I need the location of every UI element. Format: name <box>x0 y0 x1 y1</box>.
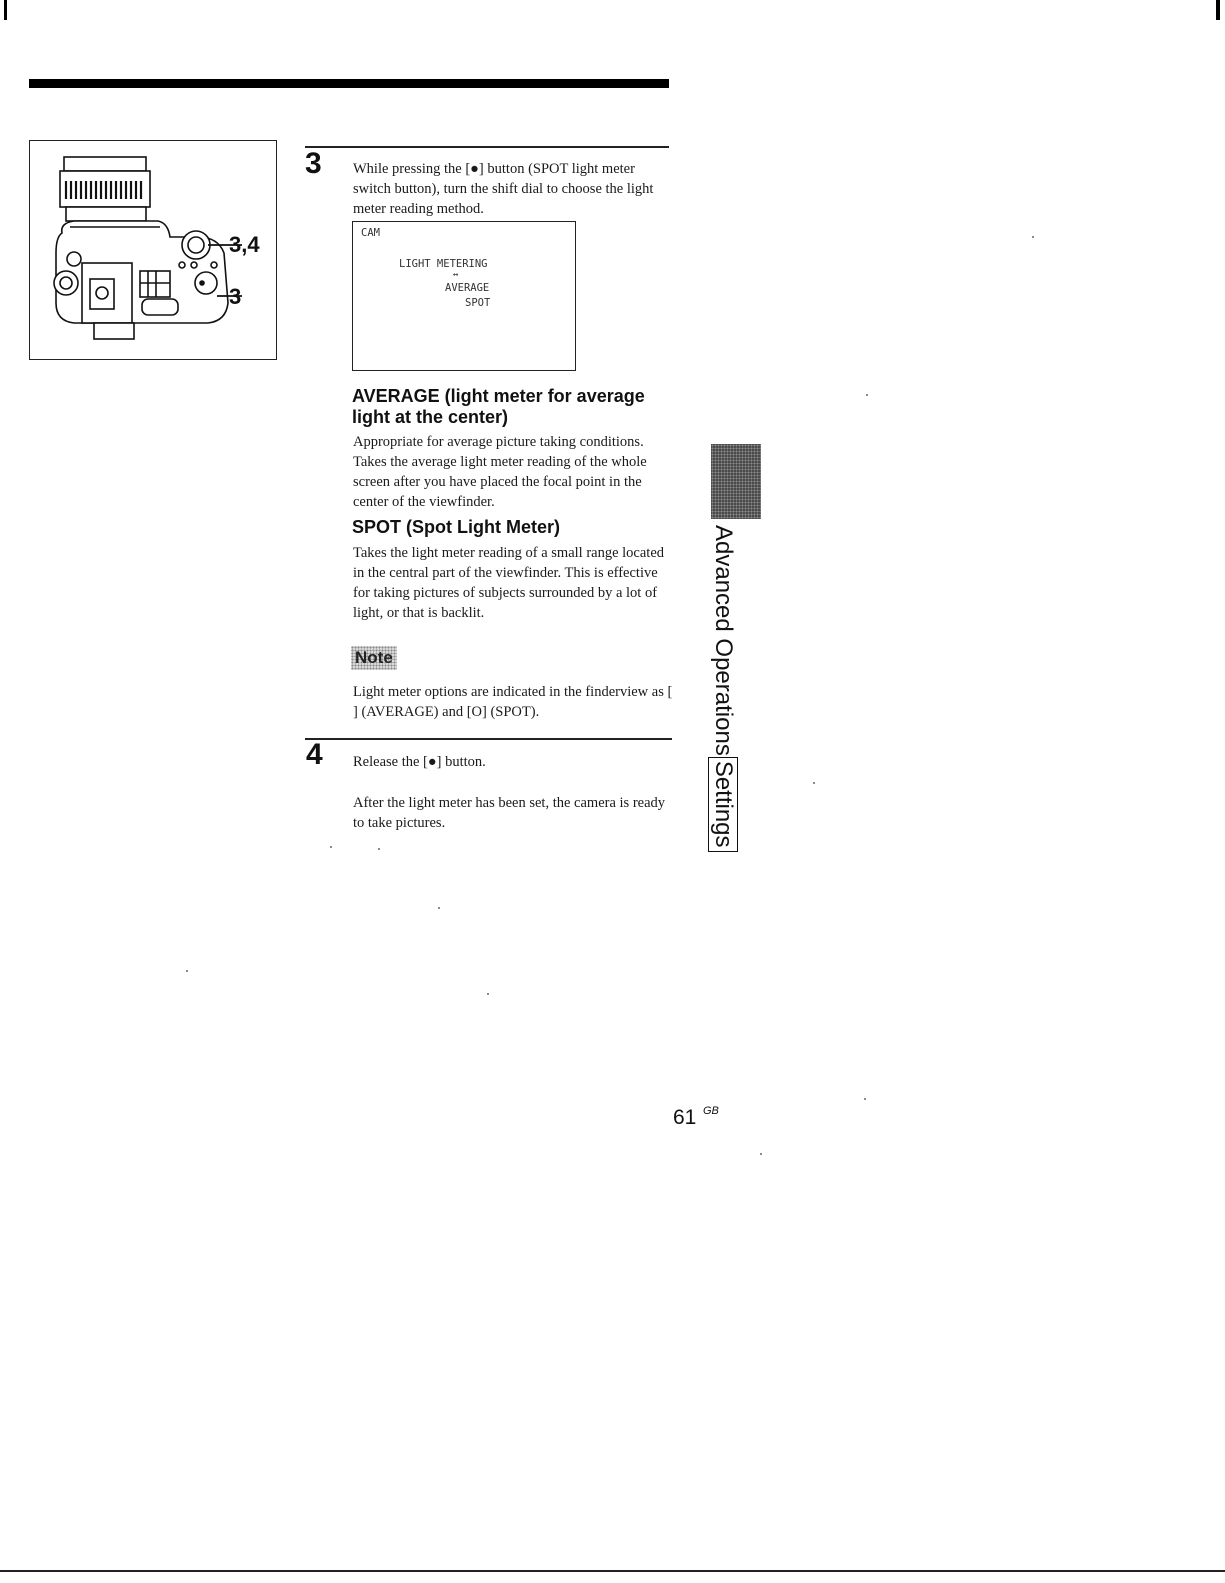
side-tab-subsection: Settings <box>708 757 738 852</box>
step-4-result: After the light meter has been set, the camera is ready to take pictures. <box>353 795 666 831</box>
step-4-instruction: Release the [●] button. <box>353 754 486 770</box>
scan-speck <box>378 848 380 850</box>
note-text: Light meter options are indicated in the finderview as [ ] (AVERAGE) and [O] (SPOT). <box>353 684 673 720</box>
scan-edge-mark-left <box>4 0 7 20</box>
step-3-instruction: While pressing the [●] button (SPOT light meter switch button), turn the shift dial to choose the light meter reading method. <box>353 161 654 217</box>
lcd-option-spot: SPOT <box>465 297 491 309</box>
scan-speck <box>487 993 489 995</box>
camera-illustration <box>48 153 248 348</box>
step-4-rule <box>305 738 672 740</box>
average-heading: AVERAGE (light meter for average light at the center) <box>352 386 645 427</box>
header-rule <box>29 79 669 88</box>
average-description: Appropriate for average picture taking conditions. Takes the average light meter reading of the whole screen after you have placed the focal point in the center of the viewfinder. <box>353 434 647 510</box>
scan-speck <box>813 782 815 784</box>
section-side-tab <box>707 525 740 880</box>
step-4-number: 4 <box>306 738 323 771</box>
page-number: 61 <box>673 1106 697 1129</box>
step-3-number: 3 <box>305 147 322 180</box>
page-language-suffix: GB <box>703 1105 719 1117</box>
scan-speck <box>760 1153 762 1155</box>
lcd-mode-label: CAM <box>361 227 380 239</box>
callout-step-3: 3 <box>229 284 242 309</box>
scan-speck <box>864 1098 866 1100</box>
step-3-rule <box>305 146 669 148</box>
scan-speck <box>186 970 188 972</box>
lcd-cursor-icon: ↔ <box>453 270 459 280</box>
spot-description: Takes the light meter reading of a small range located in the central part of the viewfinder. This is effective for taking pictures of subjects surrounded by a lot of light, or that is backlit. <box>353 545 665 621</box>
scan-edge-mark-right <box>1216 0 1220 20</box>
scan-speck <box>1032 236 1034 238</box>
scan-speck <box>866 394 868 396</box>
spot-heading: SPOT (Spot Light Meter) <box>352 517 560 537</box>
note-label: Note <box>351 646 397 670</box>
scan-bottom-edge <box>0 1570 1225 1572</box>
scan-speck <box>438 907 440 909</box>
scan-speck <box>330 846 332 848</box>
lcd-option-average: AVERAGE <box>445 282 490 294</box>
lcd-menu-title: LIGHT METERING <box>399 258 488 270</box>
section-marker-block <box>711 444 761 519</box>
side-tab-section: Advanced Operations <box>710 525 737 756</box>
lcd-menu-screen <box>352 221 576 371</box>
callout-steps-3-4: 3,4 <box>229 232 260 257</box>
